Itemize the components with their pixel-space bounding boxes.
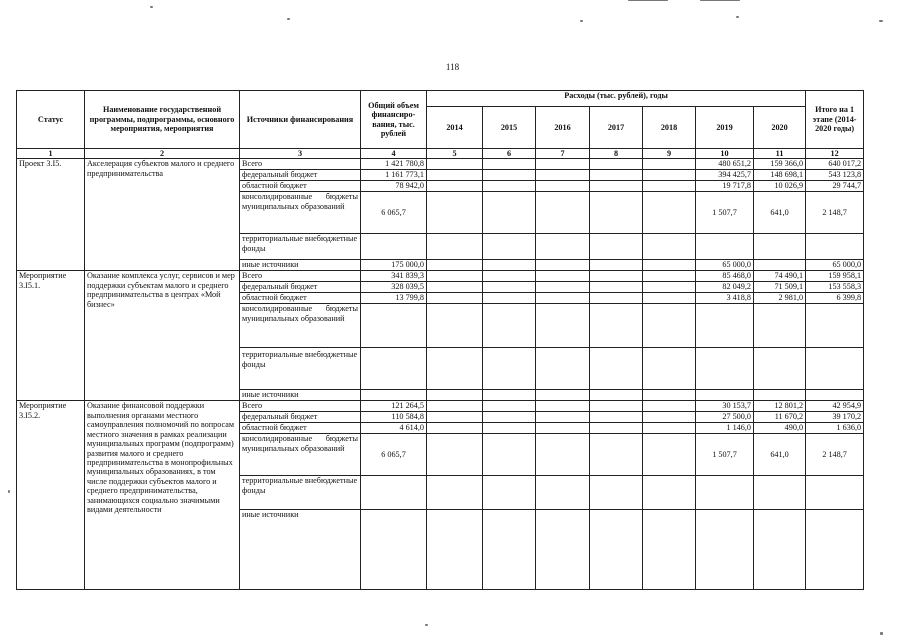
source-label: иные источники: [240, 510, 361, 590]
year-2020-value: [754, 390, 806, 401]
total-value: 6 065,7: [361, 434, 427, 476]
column-number: 2: [85, 149, 240, 159]
year-2020-value: 10 026,9: [754, 181, 806, 192]
column-number: 4: [361, 149, 427, 159]
stage-total-value: [806, 234, 864, 260]
stage-total-value: [806, 348, 864, 390]
source-label: федеральный бюджет: [240, 170, 361, 181]
year-2019-value: [696, 476, 754, 510]
total-value: [361, 234, 427, 260]
column-number: 7: [536, 149, 590, 159]
scan-mark: [879, 20, 883, 22]
year-2020-value: [754, 304, 806, 348]
year-2020-value: [754, 260, 806, 271]
source-label: федеральный бюджет: [240, 282, 361, 293]
year-2019-value: 27 500,0: [696, 412, 754, 423]
stage-total-value: 2 148,7: [806, 434, 864, 476]
year-2019-value: 1 146,0: [696, 423, 754, 434]
year-2019-value: 1 507,7: [696, 434, 754, 476]
source-label: консолидированные бюджеты муниципальных образований: [240, 192, 361, 234]
year-2019-value: [696, 510, 754, 590]
year-2020-value: [754, 510, 806, 590]
year-2020-value: 2 981,0: [754, 293, 806, 304]
source-label: областной бюджет: [240, 181, 361, 192]
source-label: Всего: [240, 271, 361, 282]
stage-total-value: 640 017,2: [806, 159, 864, 170]
total-value: 4 614,0: [361, 423, 427, 434]
header-name: Наименование государственной программы, подпрограммы, основного мероприятия, мероприятия: [85, 91, 240, 149]
section-status: Мероприятие 3.I5.1.: [17, 271, 85, 401]
year-2019-value: [696, 348, 754, 390]
budget-table: [16, 90, 864, 590]
header-year: 2015: [483, 107, 536, 149]
source-label: Всего: [240, 401, 361, 412]
source-label: федеральный бюджет: [240, 412, 361, 423]
section-name: Оказание финансовой поддержки выполнения органами местного самоуправления полномочий по вопросам местного значения в рамках реализации муниципальных программ (подпрограмм) развития малого и среднего предпринимательства в монопрофильных муниципальных образованиях, в том числе поддержки субъектов малого и среднего предпринимательства, занимающихся социально значимыми видами деятельности: [85, 401, 240, 590]
year-2019-value: 85 468,0: [696, 271, 754, 282]
header-status: Статус: [17, 91, 85, 149]
scan-mark: [287, 18, 290, 20]
total-value: 121 264,5: [361, 401, 427, 412]
column-number-row: [17, 149, 864, 159]
year-2019-value: [696, 234, 754, 260]
total-value: 78 942,0: [361, 181, 427, 192]
column-number: 11: [754, 149, 806, 159]
year-2020-value: 74 490,1: [754, 271, 806, 282]
column-number: 3: [240, 149, 361, 159]
stage-total-value: 42 954,9: [806, 401, 864, 412]
year-2020-value: 11 670,2: [754, 412, 806, 423]
header-year: 2017: [590, 107, 643, 149]
total-value: [361, 510, 427, 590]
stage-total-value: 6 399,8: [806, 293, 864, 304]
scan-mark: [580, 20, 583, 22]
total-value: 328 039,5: [361, 282, 427, 293]
header-year: 2019: [696, 107, 754, 149]
table-row: [17, 159, 864, 170]
total-value: 341 839,3: [361, 271, 427, 282]
total-value: [361, 476, 427, 510]
stage-total-value: [806, 510, 864, 590]
section-name: Акселерация субъектов малого и среднего предпринимательства: [85, 159, 240, 271]
source-label: областной бюджет: [240, 423, 361, 434]
column-number: 10: [696, 149, 754, 159]
year-2019-value: 394 425,7: [696, 170, 754, 181]
column-number: 9: [643, 149, 696, 159]
header-year: 2016: [536, 107, 590, 149]
year-2020-value: 641,0: [754, 192, 806, 234]
section-name: Оказание комплекса услуг, сервисов и мер поддержки субъектам малого и среднего предпринимательства в центрах «Мой бизнес»: [85, 271, 240, 401]
year-2020-value: 159 366,0: [754, 159, 806, 170]
year-2019-value: 30 153,7: [696, 401, 754, 412]
column-number: 8: [590, 149, 643, 159]
section-status: Мероприятие 3.I5.2.: [17, 401, 85, 590]
source-label: консолидированные бюджеты муниципальных образований: [240, 304, 361, 348]
scan-mark: [700, 0, 740, 1]
table-row: [17, 271, 864, 282]
year-2020-value: 490,0: [754, 423, 806, 434]
source-label: территориальные внебюджетные фонды: [240, 476, 361, 510]
scan-mark: [736, 16, 739, 18]
scan-mark: [628, 0, 668, 1]
year-2020-value: [754, 234, 806, 260]
header-year: 2018: [643, 107, 696, 149]
stage-total-value: 1 636,0: [806, 423, 864, 434]
year-2019-value: 1 507,7: [696, 192, 754, 234]
source-label: областной бюджет: [240, 293, 361, 304]
total-value: 13 799,8: [361, 293, 427, 304]
stage-total-value: [806, 476, 864, 510]
total-value: 175 000,0: [361, 260, 427, 271]
total-value: 6 065,7: [361, 192, 427, 234]
year-2019-value: 3 418,8: [696, 293, 754, 304]
year-2020-value: 148 698,1: [754, 170, 806, 181]
scan-mark: [150, 6, 153, 8]
year-2019-value: 19 717,8: [696, 181, 754, 192]
header-year: 2014: [427, 107, 483, 149]
stage-total-value: 65 000,0: [806, 260, 864, 271]
total-value: [361, 390, 427, 401]
source-label: консолидированные бюджеты муниципальных образований: [240, 434, 361, 476]
table-row: [17, 401, 864, 412]
year-2020-value: 641,0: [754, 434, 806, 476]
total-value: 1 161 773,1: [361, 170, 427, 181]
year-2019-value: 480 651,2: [696, 159, 754, 170]
source-label: территориальные внебюджетные фонды: [240, 234, 361, 260]
column-number: 6: [483, 149, 536, 159]
stage-total-value: 2 148,7: [806, 192, 864, 234]
scan-mark: [425, 624, 428, 626]
section-status: Проект 3.I5.: [17, 159, 85, 271]
header-row-top: [17, 91, 864, 107]
year-2020-value: 12 801,2: [754, 401, 806, 412]
stage-total-value: 153 558,3: [806, 282, 864, 293]
column-number: 12: [806, 149, 864, 159]
stage-total-value: 159 958,1: [806, 271, 864, 282]
scan-mark: [880, 632, 883, 635]
year-2020-value: [754, 476, 806, 510]
column-number: 5: [427, 149, 483, 159]
year-2020-value: 71 509,1: [754, 282, 806, 293]
year-2020-value: [754, 348, 806, 390]
year-2019-value: 82 049,2: [696, 282, 754, 293]
header-expenses-group: Расходы (тыс. рублей), годы: [427, 91, 806, 107]
column-number: 1: [17, 149, 85, 159]
stage-total-value: 543 123,8: [806, 170, 864, 181]
total-value: [361, 348, 427, 390]
year-2019-value: [696, 304, 754, 348]
scan-mark: [8, 490, 10, 493]
total-value: 110 584,8: [361, 412, 427, 423]
header-year: 2020: [754, 107, 806, 149]
total-value: 1 421 780,8: [361, 159, 427, 170]
header-stage-total: Итого на 1 этапе (2014-2020 годы): [806, 91, 864, 149]
stage-total-value: [806, 304, 864, 348]
year-2019-value: 65 000,0: [696, 260, 754, 271]
page-number: 118: [445, 62, 460, 72]
stage-total-value: 39 170,2: [806, 412, 864, 423]
stage-total-value: 29 744,7: [806, 181, 864, 192]
source-label: иные источники: [240, 390, 361, 401]
source-label: иные источники: [240, 260, 361, 271]
source-label: территориальные внебюджетные фонды: [240, 348, 361, 390]
header-total: Общий объем финансиро-вания, тыс. рублей: [361, 91, 427, 149]
source-label: Всего: [240, 159, 361, 170]
year-2019-value: [696, 390, 754, 401]
stage-total-value: [806, 390, 864, 401]
total-value: [361, 304, 427, 348]
header-sources: Источники финансирования: [240, 91, 361, 149]
